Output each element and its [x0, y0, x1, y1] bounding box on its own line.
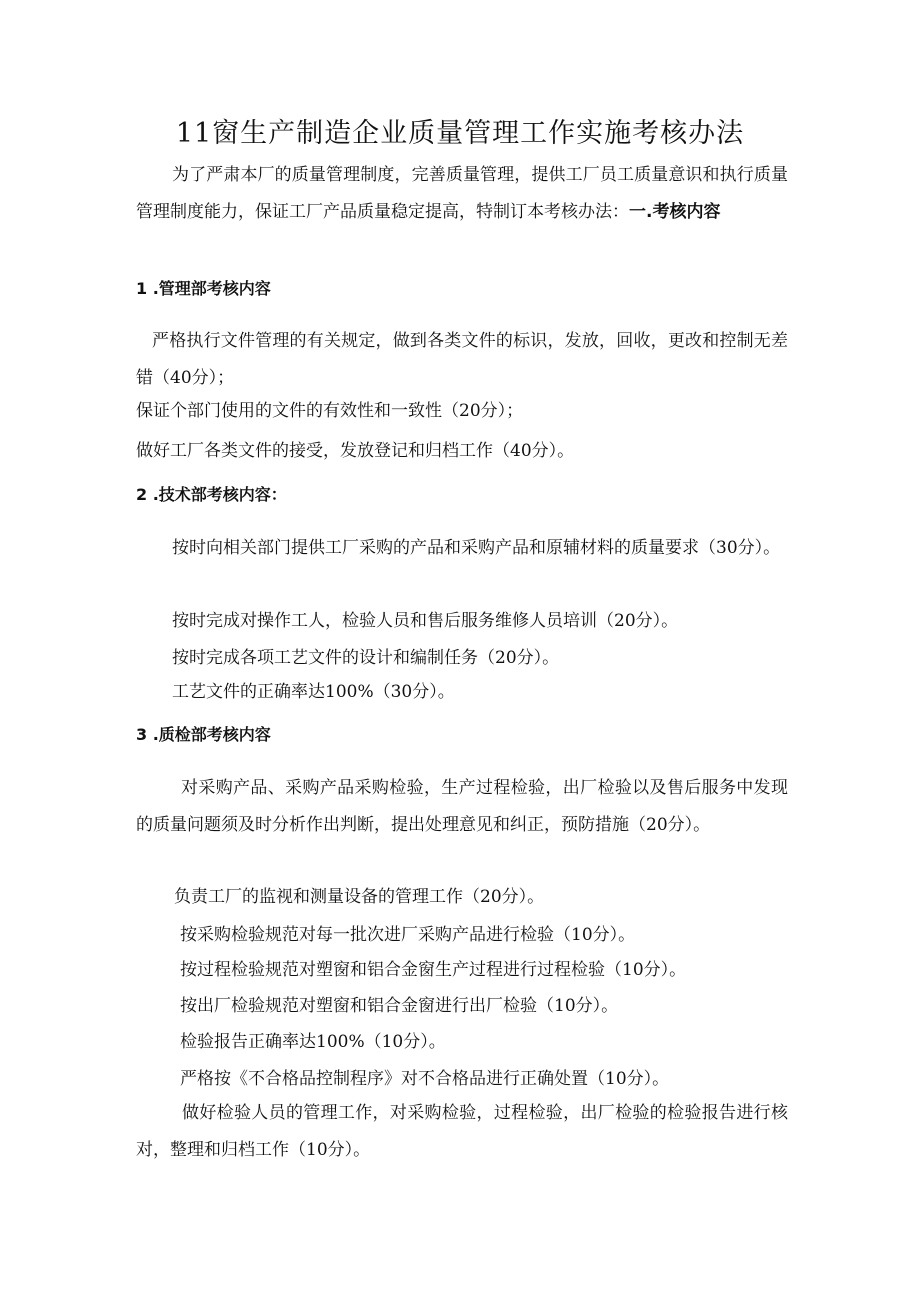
section3-item-3: 按采购检验规范对每一批次进厂采购产品进行检验（10分）。 — [180, 925, 636, 945]
section3-item-6: 检验报告正确率达100%（10分）。 — [180, 1032, 446, 1052]
section3-item-2: 负责工厂的监视和测量设备的管理工作（20分）。 — [174, 887, 545, 907]
intro-paragraph — [136, 157, 788, 231]
section2-item-3: 按时完成各项工艺文件的设计和编制任务（20分）。 — [172, 648, 560, 668]
section3-item-7: 严格按《不合格品控制程序》对不合格品进行正确处置（10分）。 — [180, 1069, 670, 1089]
section2-item-2: 按时完成对操作工人，检验人员和售后服务维修人员培训（20分）。 — [172, 611, 679, 631]
intro-text: 为了严肃本厂的质量管理制度，完善质量管理，提供工厂员工质量意识和执行质量管理制度能力，保证工厂产品质量稳定提高，特制订本考核办法： — [136, 165, 788, 222]
section2-item-4: 工艺文件的正确率达100%（30分）。 — [172, 682, 455, 702]
section3-item-4: 按过程检验规范对塑窗和铝合金窗生产过程进行过程检验（10分）。 — [180, 960, 687, 980]
document-title: 11窗生产制造企业质量管理工作实施考核办法 — [175, 118, 745, 149]
section2-item-1: 按时向相关部门提供工厂采购的产品和采购产品和原辅材料的质量要求（30分）。 — [172, 538, 781, 558]
section-heading-assessment-content: 一.考核内容 — [629, 202, 721, 222]
section3-item-1: 对采购产品、采购产品采购检验，生产过程检验，出厂检验以及售后服务中发现的质量问题须及时分析作出判断，提出处理意见和纠正，预防措施（20分）。 — [136, 778, 788, 835]
section2-heading: 2 .技术部考核内容： — [136, 485, 287, 504]
section3-item-8: 做好检验人员的管理工作，对采购检验，过程检验，出厂检验的检验报告进行核对，整理和归档工作（10分）。 — [136, 1103, 788, 1160]
section3-item-5: 按出厂检验规范对塑窗和铝合金窗进行出厂检验（10分）。 — [180, 996, 619, 1016]
section1-item-1: 严格执行文件管理的有关规定，做到各类文件的标识，发放，回收，更改和控制无差错（40分）； — [136, 331, 788, 388]
section1-item-2: 保证个部门使用的文件的有效性和一致性（20分）； — [136, 401, 524, 421]
section3-heading: 3 .质检部考核内容 — [136, 725, 271, 744]
section1-item-3: 做好工厂各类文件的接受，发放登记和归档工作（40分）。 — [136, 441, 575, 461]
section1-heading: 1 .管理部考核内容 — [136, 279, 271, 298]
